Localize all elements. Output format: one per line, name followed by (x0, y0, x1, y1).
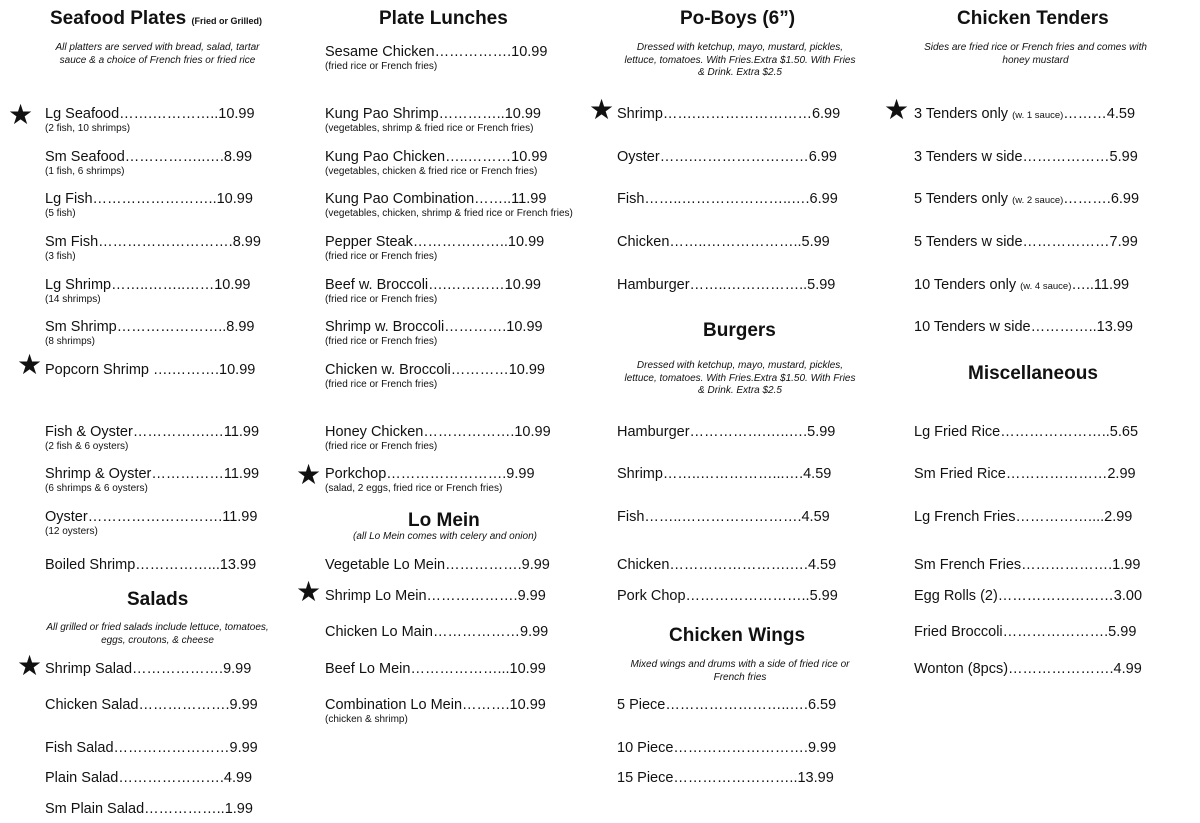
menu-item: Lg Fried Rice…………………..5.65 (914, 424, 1139, 440)
lo-mein-title: Lo Mein (408, 510, 480, 531)
menu-item (325, 424, 551, 453)
menu-item: Fish Salad……………………9.99 (45, 740, 258, 756)
menu-item: Shrimp…….……………………6.99 (617, 106, 841, 122)
item-sub: (3 fish) (45, 251, 76, 262)
item-sub: (fried rice or French fries) (325, 379, 438, 390)
menu-item: Fish……..…………………….4.59 (617, 509, 830, 525)
menu-item (45, 234, 261, 263)
item-line: Honey Chicken……………….10.99 (325, 424, 551, 440)
menu-item: Fish……..…………………..….6.99 (617, 191, 838, 207)
menu-item: Wonton (8pcs)………………….4.99 (914, 661, 1142, 677)
item-line: Popcorn Shrimp ….……….10.99 (45, 362, 256, 378)
wings-note: Mixed wings and drums with a side of fried rice or French fries (630, 659, 850, 683)
menu-item (45, 277, 251, 306)
menu-item: Chicken…………………….….4.59 (617, 557, 837, 573)
item-sauce: (w. 4 sauce) (1020, 281, 1072, 292)
menu-item (45, 362, 255, 379)
menu-item: Shrimp Lo Mein……………….9.99 (325, 588, 546, 604)
seafood-note: All platters are served with bread, salad, tartar sauce & a choice of French fries or fried rice (55, 42, 260, 66)
item-price: ………4.59 (1063, 106, 1136, 122)
item-line: Oyster……………………….11.99 (45, 509, 258, 525)
menu-item (45, 319, 255, 348)
menu-item (325, 234, 544, 263)
menu-item (45, 424, 259, 453)
menu-item: Sm Fried Rice…………………2.99 (914, 466, 1136, 482)
menu-item (325, 149, 547, 178)
menu-item (45, 106, 255, 135)
item-line: Lg Seafood…….…………..10.99 (45, 106, 255, 122)
item-sub: (14 shrimps) (45, 294, 101, 305)
item-sub: (fried rice or French fries) (325, 336, 438, 347)
tenders-note: Sides are fried rice or French fries and comes with honey mustard (924, 42, 1147, 66)
star-icon: ★ (8, 99, 34, 130)
poboys-note: Dressed with ketchup, mayo, mustard, pickles, lettuce, tomatoes. With Fries.Extra $1.50. With Fries & Drink. Extra $2.5 (624, 42, 856, 78)
menu-item (325, 466, 535, 495)
seafood-title (50, 8, 262, 30)
menu-item (914, 234, 1138, 251)
item-sauce: (w. 2 sauce) (1012, 195, 1064, 206)
item-sub: (12 oysters) (45, 526, 98, 537)
item-line: Sm Seafood……………..….8.99 (45, 149, 253, 165)
menu-item (914, 106, 1135, 124)
menu-item: Sm French Fries……………….1.99 (914, 557, 1141, 573)
item-line: 10 Tenders only (914, 277, 1017, 293)
menu-item: Chicken Lo Main………………9.99 (325, 624, 549, 640)
item-line: Lg Fish……………………..10.99 (45, 191, 253, 207)
item-sub: (5 fish) (45, 208, 76, 219)
item-sub: (fried rice or French fries) (325, 251, 438, 262)
menu-item (325, 106, 541, 135)
star-icon: ★ (17, 650, 43, 681)
item-line: Boiled Shrimp……………...13.99 (45, 557, 257, 573)
item-line: Pepper Steak………………..10.99 (325, 234, 545, 250)
star-icon: ★ (296, 459, 322, 490)
item-sub: (fried rice or French fries) (325, 61, 438, 72)
salads-note: All grilled or fried salads include lettuce, tomatoes, eggs, croutons, & cheese (46, 622, 269, 646)
menu-item (325, 319, 543, 348)
plate-lunches-title: Plate Lunches (379, 8, 508, 29)
star-icon: ★ (884, 94, 910, 125)
menu-item: 15 Piece……………………..13.99 (617, 770, 834, 786)
menu-item (45, 509, 257, 538)
item-line: Beef w. Broccoli….…………10.99 (325, 277, 541, 293)
item-line: 3 Tenders only (914, 106, 1009, 122)
item-price: …..11.99 (1071, 277, 1130, 293)
menu-item: Lg French Fries……………....2.99 (914, 509, 1133, 525)
menu-item (325, 697, 546, 726)
menu-item (914, 319, 1133, 336)
menu-item (325, 44, 547, 73)
item-line: Sm Fish……………………….8.99 (45, 234, 261, 250)
menu-item: Beef Lo Mein………………...10.99 (325, 661, 546, 677)
menu-item: Pork Chop……………………..5.99 (617, 588, 838, 604)
item-sub: (vegetables, chicken, shrimp & fried rice or French fries) (325, 208, 573, 219)
star-icon: ★ (296, 576, 322, 607)
menu-item (45, 191, 253, 220)
menu-item (45, 149, 252, 178)
item-sub: (vegetables, chicken & fried rice or French fries) (325, 166, 538, 177)
menu-item (45, 466, 259, 495)
menu-item: Plain Salad………………….4.99 (45, 770, 253, 786)
item-price: ……….6.99 (1063, 191, 1140, 207)
menu-item (914, 191, 1139, 209)
menu-item: Chicken……..………………..5.99 (617, 234, 830, 250)
star-icon: ★ (17, 349, 43, 380)
item-line: Shrimp & Oyster……………11.99 (45, 466, 260, 482)
item-line: Fish & Oyster…………….…11.99 (45, 424, 260, 440)
menu-item (325, 191, 573, 220)
item-sub: (2 fish, 10 shrimps) (45, 123, 131, 134)
item-sub: (chicken & shrimp) (325, 714, 408, 725)
item-sub: (6 shrimps & 6 oysters) (45, 483, 148, 494)
item-line: Kung Pao Shrimp…………..10.99 (325, 106, 541, 122)
item-sub: (8 shrimps) (45, 336, 96, 347)
wings-title: Chicken Wings (669, 625, 806, 646)
menu-item: Vegetable Lo Mein…………….9.99 (325, 557, 550, 573)
item-sub: (fried rice or French fries) (325, 294, 438, 305)
burgers-note: Dressed with ketchup, mayo, mustard, pickles, lettuce, tomatoes. With Fries.Extra $1.50. With Fries & Drink. Extra $2.5 (624, 360, 856, 396)
item-line: Porkchop…………………….9.99 (325, 466, 535, 482)
menu-item: 10 Piece……………………….9.99 (617, 740, 837, 756)
item-sub: (vegetables, shrimp & fried rice or French fries) (325, 123, 534, 134)
menu-item: Chicken Salad……………….9.99 (45, 697, 258, 713)
item-line: Chicken w. Broccoli…………10.99 (325, 362, 545, 378)
item-line: Shrimp w. Broccoli………….10.99 (325, 319, 543, 335)
item-line: Kung Pao Chicken…..………10.99 (325, 149, 548, 165)
item-sub: (fried rice or French fries) (325, 441, 438, 452)
star-icon: ★ (589, 94, 615, 125)
item-line: 5 Tenders w side………………7.99 (914, 234, 1138, 250)
tenders-title: Chicken Tenders (957, 8, 1109, 29)
menu-item: Egg Rolls (2)……………………3.00 (914, 588, 1143, 604)
seafood-title-text: Seafood Plates (50, 8, 187, 29)
menu-item: Fried Broccoli………………….5.99 (914, 624, 1137, 640)
item-sub: (salad, 2 eggs, fried rice or French fries) (325, 483, 503, 494)
menu-item: Oyster…….……………………6.99 (617, 149, 837, 165)
item-line: Lg Shrimp……..……..……10.99 (45, 277, 251, 293)
item-line: Kung Pao Combination……..11.99 (325, 191, 547, 207)
item-line: Combination Lo Mein……….10.99 (325, 697, 546, 713)
menu-item: Shrimp……..……………...….4.59 (617, 466, 832, 482)
item-sub: (1 fish, 6 shrimps) (45, 166, 125, 177)
misc-title: Miscellaneous (968, 363, 1098, 384)
menu-item (914, 149, 1138, 166)
menu-item (325, 277, 541, 306)
salads-title: Salads (127, 589, 189, 610)
menu-item: 5 Piece……………………..….6.59 (617, 697, 837, 713)
menu-item: Shrimp Salad……………….9.99 (45, 661, 252, 677)
menu-item (325, 362, 545, 391)
menu-item: Hamburger…………….…..….5.99 (617, 424, 836, 440)
seafood-title-note: (Fried or Grilled) (191, 16, 263, 26)
lo-mein-note: (all Lo Mein comes with celery and onion) (353, 531, 537, 542)
item-line: Sesame Chicken…………….10.99 (325, 44, 548, 60)
item-sauce: (w. 1 sauce) (1012, 110, 1064, 121)
item-sub: (2 fish & 6 oysters) (45, 441, 129, 452)
menu-item: Hamburger……..……………..5.99 (617, 277, 836, 293)
item-line: Sm Shrimp…………………..8.99 (45, 319, 255, 335)
item-line: 10 Tenders w side…………..13.99 (914, 319, 1133, 335)
item-line: 3 Tenders w side………………5.99 (914, 149, 1138, 165)
item-line: 5 Tenders only (914, 191, 1009, 207)
menu-item (45, 557, 256, 574)
menu-item: Sm Plain Salad……………..1.99 (45, 801, 253, 817)
burgers-title: Burgers (703, 320, 776, 341)
menu-item (914, 277, 1129, 295)
poboys-title: Po-Boys (6”) (680, 8, 796, 29)
